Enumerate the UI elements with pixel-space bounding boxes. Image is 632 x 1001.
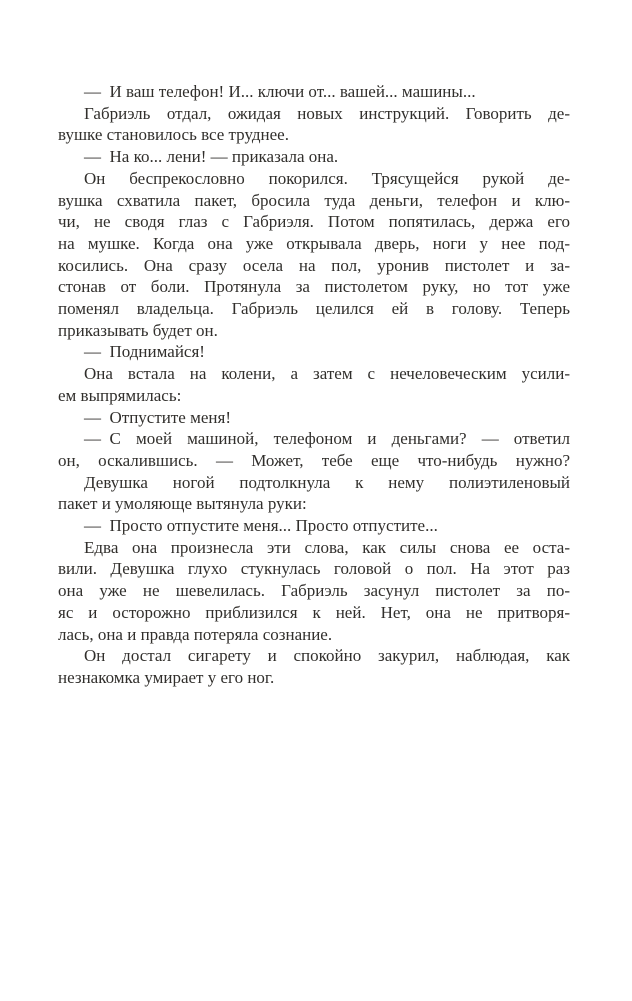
text-line: — Отпустите меня! xyxy=(84,407,231,427)
text-line: на мушке. Когда она уже открывала дверь, ноги у нее под- xyxy=(58,233,570,253)
text-line: ем выпрямилась: xyxy=(58,385,182,405)
text-line: он, оскалившись. — Может, тебе еще что-нибудь нужно? xyxy=(58,450,570,470)
text-line: чи, не сводя глаз с Габриэля. Потом попятилась, держа его xyxy=(58,212,570,232)
text-line: — С моей машиной, телефоном и деньгами? — ответил xyxy=(84,429,570,449)
text-line: — И ваш телефон! И... ключи от... вашей... машины... xyxy=(84,82,476,101)
text-line: поменял владельца. Габриэль целился ей в голову. Теперь xyxy=(58,299,570,319)
text-line: незнакомка умирает у его ног. xyxy=(58,667,275,687)
text-line: вушке становилось все труднее. xyxy=(58,125,289,145)
text-line: вушка схватила пакет, бросила туда деньги, телефон и клю- xyxy=(58,190,570,210)
text-line: пакет и умоляюще вытянула руки: xyxy=(58,494,307,514)
text-line: — На ко... лени! — приказала она. xyxy=(84,147,339,167)
text-line: Он достал сигарету и спокойно закурил, наблюдая, как xyxy=(84,646,570,666)
text-line: Девушка ногой подтолкнула к нему полиэтиленовый xyxy=(84,472,570,492)
text-line: она уже не шевелилась. Габриэль засунул пистолет за по- xyxy=(58,581,570,601)
text-line: лась, она и правда потеряла сознание. xyxy=(58,624,333,644)
text-line: Он беспрекословно покорился. Трясущейся рукой де- xyxy=(84,168,570,188)
text-line: косились. Она сразу осела на пол, уронив пистолет и за- xyxy=(58,255,570,275)
text-line: — Поднимайся! xyxy=(84,342,205,362)
text-line: стонав от боли. Протянула за пистолетом руку, но тот уже xyxy=(58,277,570,297)
text-line: Едва она произнесла эти слова, как силы снова ее оста- xyxy=(84,537,570,557)
text-line: яс и осторожно приблизился к ней. Нет, она не притворя- xyxy=(58,602,570,622)
text-line: приказывать будет он. xyxy=(58,320,218,340)
text-line: — Просто отпустите меня... Просто отпустите... xyxy=(84,516,438,536)
text-line: Она встала на колени, а затем с нечеловеческим усили- xyxy=(84,364,570,384)
text-line: вили. Девушка глухо стукнулась головой о пол. На этот раз xyxy=(58,559,570,579)
text-line: Габриэль отдал, ожидая новых инструкций. Говорить де- xyxy=(84,103,570,123)
